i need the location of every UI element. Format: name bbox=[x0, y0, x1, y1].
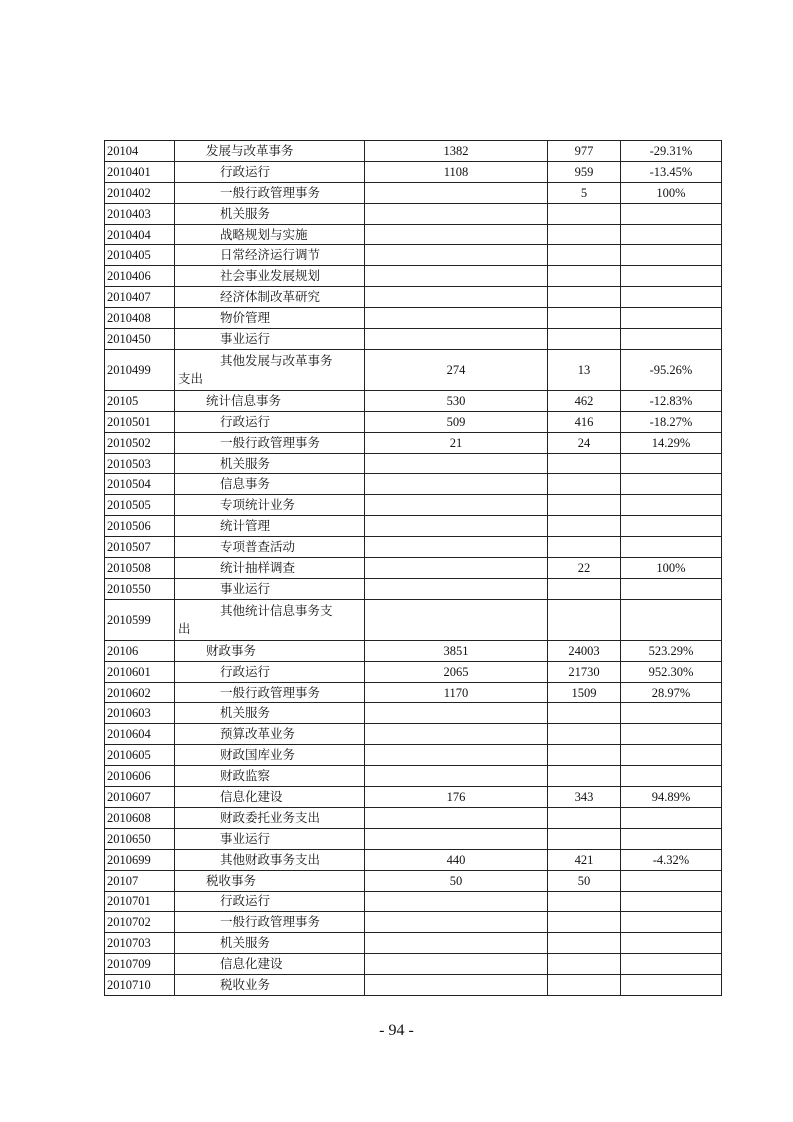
prior-year-amount-cell bbox=[365, 266, 548, 287]
item-name-cell bbox=[175, 640, 365, 661]
prior-year-amount-cell: 1382 bbox=[365, 141, 548, 162]
table-row bbox=[105, 182, 722, 203]
item-name-cell bbox=[175, 349, 365, 390]
change-rate-cell bbox=[621, 745, 722, 766]
prior-year-amount-cell: 50 bbox=[365, 870, 548, 891]
change-rate-cell bbox=[621, 599, 722, 640]
current-year-amount-cell bbox=[548, 453, 621, 474]
current-year-amount-cell: 1509 bbox=[548, 682, 621, 703]
table-row bbox=[105, 807, 722, 828]
change-rate-cell bbox=[621, 308, 722, 329]
current-year-amount-cell bbox=[548, 474, 621, 495]
change-rate-cell bbox=[621, 703, 722, 724]
item-name: 发展与改革事务 bbox=[206, 142, 294, 158]
prior-year-amount-cell: 3851 bbox=[365, 640, 548, 661]
table-row bbox=[105, 516, 722, 537]
change-rate-cell: 28.97% bbox=[621, 682, 722, 703]
change-rate-cell bbox=[621, 287, 722, 308]
item-name-cell bbox=[175, 245, 365, 266]
prior-year-amount-cell bbox=[365, 516, 548, 537]
item-name-cell bbox=[175, 766, 365, 787]
item-name: 一般行政管理事务 bbox=[220, 184, 321, 200]
item-name-cell bbox=[175, 599, 365, 640]
current-year-amount-cell bbox=[548, 891, 621, 912]
item-name-cell bbox=[175, 807, 365, 828]
item-name-cell bbox=[175, 453, 365, 474]
current-year-amount-cell: 416 bbox=[548, 411, 621, 432]
item-code-cell: 2010506 bbox=[105, 516, 175, 537]
current-year-amount-cell bbox=[548, 745, 621, 766]
item-name: 统计抽样调查 bbox=[220, 559, 296, 575]
item-name-cell bbox=[175, 411, 365, 432]
item-name-line-2: 出 bbox=[178, 620, 191, 636]
item-name: 统计管理 bbox=[220, 518, 271, 534]
change-rate-cell: -13.45% bbox=[621, 161, 722, 182]
prior-year-amount-cell bbox=[365, 537, 548, 558]
change-rate-cell bbox=[621, 870, 722, 891]
table-row bbox=[105, 682, 722, 703]
item-name-line-2: 支出 bbox=[178, 370, 204, 386]
current-year-amount-cell: 421 bbox=[548, 849, 621, 870]
item-name: 行政运行 bbox=[220, 663, 271, 679]
change-rate-cell bbox=[621, 912, 722, 933]
item-name-cell bbox=[175, 287, 365, 308]
item-code-cell: 20105 bbox=[105, 390, 175, 411]
change-rate-cell bbox=[621, 537, 722, 558]
prior-year-amount-cell bbox=[365, 453, 548, 474]
item-code-cell: 2010701 bbox=[105, 891, 175, 912]
item-name-cell bbox=[175, 870, 365, 891]
change-rate-cell bbox=[621, 975, 722, 996]
item-code-cell: 2010599 bbox=[105, 599, 175, 640]
item-code-cell: 2010601 bbox=[105, 661, 175, 682]
table-row bbox=[105, 245, 722, 266]
item-code-cell: 20107 bbox=[105, 870, 175, 891]
current-year-amount-cell: 977 bbox=[548, 141, 621, 162]
item-name: 战略规划与实施 bbox=[220, 226, 308, 242]
table-row bbox=[105, 828, 722, 849]
change-rate-cell bbox=[621, 266, 722, 287]
table-row bbox=[105, 787, 722, 808]
current-year-amount-cell: 24003 bbox=[548, 640, 621, 661]
item-code-cell: 2010505 bbox=[105, 495, 175, 516]
item-name-cell bbox=[175, 474, 365, 495]
item-name: 信息化建设 bbox=[220, 788, 283, 804]
current-year-amount-cell bbox=[548, 933, 621, 954]
change-rate-cell bbox=[621, 891, 722, 912]
table-row bbox=[105, 766, 722, 787]
item-name: 机关服务 bbox=[220, 455, 271, 471]
change-rate-cell bbox=[621, 933, 722, 954]
table-row bbox=[105, 661, 722, 682]
current-year-amount-cell bbox=[548, 766, 621, 787]
item-code-cell: 2010402 bbox=[105, 182, 175, 203]
current-year-amount-cell bbox=[548, 203, 621, 224]
change-rate-cell bbox=[621, 329, 722, 350]
item-name-cell bbox=[175, 329, 365, 350]
item-name: 一般行政管理事务 bbox=[220, 914, 321, 930]
item-name-cell bbox=[175, 495, 365, 516]
current-year-amount-cell: 959 bbox=[548, 161, 621, 182]
change-rate-cell: 14.29% bbox=[621, 432, 722, 453]
item-code-cell: 2010403 bbox=[105, 203, 175, 224]
item-name: 专项普查活动 bbox=[220, 539, 296, 555]
current-year-amount-cell bbox=[548, 599, 621, 640]
prior-year-amount-cell bbox=[365, 933, 548, 954]
change-rate-cell bbox=[621, 724, 722, 745]
prior-year-amount-cell bbox=[365, 766, 548, 787]
item-name: 税收业务 bbox=[220, 977, 271, 992]
item-name-cell bbox=[175, 537, 365, 558]
change-rate-cell: 523.29% bbox=[621, 640, 722, 661]
item-code-cell: 2010550 bbox=[105, 578, 175, 599]
table-row bbox=[105, 578, 722, 599]
change-rate-cell: -29.31% bbox=[621, 141, 722, 162]
change-rate-cell: 94.89% bbox=[621, 787, 722, 808]
item-code-cell: 2010405 bbox=[105, 245, 175, 266]
change-rate-cell bbox=[621, 807, 722, 828]
prior-year-amount-cell: 530 bbox=[365, 390, 548, 411]
table-row bbox=[105, 390, 722, 411]
item-name: 财政事务 bbox=[206, 642, 257, 658]
table-row bbox=[105, 640, 722, 661]
table-row bbox=[105, 141, 722, 162]
item-code-cell: 2010710 bbox=[105, 975, 175, 996]
item-code-cell: 2010501 bbox=[105, 411, 175, 432]
item-name: 其他财政事务支出 bbox=[220, 851, 321, 867]
item-name-cell bbox=[175, 432, 365, 453]
change-rate-cell bbox=[621, 245, 722, 266]
table-row bbox=[105, 537, 722, 558]
current-year-amount-cell bbox=[548, 912, 621, 933]
table-row bbox=[105, 432, 722, 453]
current-year-amount-cell bbox=[548, 287, 621, 308]
table-row bbox=[105, 912, 722, 933]
item-name: 税收事务 bbox=[206, 872, 257, 888]
change-rate-cell bbox=[621, 766, 722, 787]
change-rate-cell bbox=[621, 453, 722, 474]
prior-year-amount-cell: 274 bbox=[365, 349, 548, 390]
item-name-cell bbox=[175, 787, 365, 808]
change-rate-cell bbox=[621, 474, 722, 495]
item-name: 日常经济运行调节 bbox=[220, 247, 321, 263]
item-name: 信息化建设 bbox=[220, 956, 283, 972]
item-code-cell: 2010406 bbox=[105, 266, 175, 287]
item-name-cell bbox=[175, 390, 365, 411]
table-row bbox=[105, 349, 722, 390]
change-rate-cell bbox=[621, 224, 722, 245]
current-year-amount-cell: 462 bbox=[548, 390, 621, 411]
change-rate-cell bbox=[621, 203, 722, 224]
item-name: 事业运行 bbox=[220, 830, 271, 846]
prior-year-amount-cell bbox=[365, 287, 548, 308]
table-row bbox=[105, 495, 722, 516]
item-code-cell: 20106 bbox=[105, 640, 175, 661]
item-name-cell bbox=[175, 203, 365, 224]
item-name: 预算改革业务 bbox=[220, 726, 296, 742]
item-name-cell bbox=[175, 266, 365, 287]
item-name-cell bbox=[175, 828, 365, 849]
prior-year-amount-cell bbox=[365, 558, 548, 579]
table-row bbox=[105, 599, 722, 640]
prior-year-amount-cell bbox=[365, 954, 548, 975]
prior-year-amount-cell bbox=[365, 703, 548, 724]
prior-year-amount-cell: 176 bbox=[365, 787, 548, 808]
table-row bbox=[105, 849, 722, 870]
table-row bbox=[105, 870, 722, 891]
prior-year-amount-cell bbox=[365, 975, 548, 996]
prior-year-amount-cell bbox=[365, 474, 548, 495]
item-code-cell: 2010605 bbox=[105, 745, 175, 766]
table-row bbox=[105, 703, 722, 724]
prior-year-amount-cell: 2065 bbox=[365, 661, 548, 682]
item-name: 专项统计业务 bbox=[220, 497, 296, 513]
change-rate-cell: 952.30% bbox=[621, 661, 722, 682]
current-year-amount-cell: 21730 bbox=[548, 661, 621, 682]
change-rate-cell bbox=[621, 954, 722, 975]
prior-year-amount-cell: 21 bbox=[365, 432, 548, 453]
item-code-cell: 2010401 bbox=[105, 161, 175, 182]
current-year-amount-cell: 22 bbox=[548, 558, 621, 579]
prior-year-amount-cell bbox=[365, 912, 548, 933]
table-row bbox=[105, 411, 722, 432]
prior-year-amount-cell: 1108 bbox=[365, 161, 548, 182]
item-code-cell: 2010508 bbox=[105, 558, 175, 579]
current-year-amount-cell: 343 bbox=[548, 787, 621, 808]
item-name-cell bbox=[175, 745, 365, 766]
table-row bbox=[105, 745, 722, 766]
item-code-cell: 2010602 bbox=[105, 682, 175, 703]
current-year-amount-cell bbox=[548, 807, 621, 828]
budget-table bbox=[104, 140, 722, 996]
current-year-amount-cell bbox=[548, 495, 621, 516]
item-code-cell: 2010603 bbox=[105, 703, 175, 724]
item-name-cell bbox=[175, 724, 365, 745]
item-code-cell: 2010408 bbox=[105, 308, 175, 329]
item-name-cell bbox=[175, 682, 365, 703]
item-code-cell: 2010604 bbox=[105, 724, 175, 745]
change-rate-cell: 100% bbox=[621, 182, 722, 203]
current-year-amount-cell bbox=[548, 516, 621, 537]
item-name-cell bbox=[175, 703, 365, 724]
item-name-cell bbox=[175, 954, 365, 975]
item-name-cell bbox=[175, 933, 365, 954]
prior-year-amount-cell bbox=[365, 599, 548, 640]
item-name-cell bbox=[175, 141, 365, 162]
prior-year-amount-cell bbox=[365, 578, 548, 599]
item-code-cell: 2010606 bbox=[105, 766, 175, 787]
current-year-amount-cell: 24 bbox=[548, 432, 621, 453]
item-name: 信息事务 bbox=[220, 476, 271, 492]
current-year-amount-cell bbox=[548, 724, 621, 745]
change-rate-cell: -18.27% bbox=[621, 411, 722, 432]
prior-year-amount-cell: 1170 bbox=[365, 682, 548, 703]
item-name-cell bbox=[175, 182, 365, 203]
current-year-amount-cell bbox=[548, 703, 621, 724]
item-code-cell: 2010450 bbox=[105, 329, 175, 350]
prior-year-amount-cell bbox=[365, 329, 548, 350]
item-name-cell bbox=[175, 558, 365, 579]
item-code-cell: 2010709 bbox=[105, 954, 175, 975]
item-name-cell bbox=[175, 849, 365, 870]
change-rate-cell bbox=[621, 578, 722, 599]
change-rate-cell: -4.32% bbox=[621, 849, 722, 870]
item-name: 社会事业发展规划 bbox=[220, 268, 321, 284]
current-year-amount-cell bbox=[548, 828, 621, 849]
item-name-cell bbox=[175, 308, 365, 329]
item-code-cell: 2010703 bbox=[105, 933, 175, 954]
current-year-amount-cell bbox=[548, 537, 621, 558]
item-name-cell bbox=[175, 912, 365, 933]
item-name: 经济体制改革研究 bbox=[220, 289, 321, 305]
table-row bbox=[105, 266, 722, 287]
item-code-cell: 2010502 bbox=[105, 432, 175, 453]
table-row bbox=[105, 161, 722, 182]
item-name-cell bbox=[175, 975, 365, 996]
current-year-amount-cell: 50 bbox=[548, 870, 621, 891]
item-code-cell: 2010608 bbox=[105, 807, 175, 828]
prior-year-amount-cell bbox=[365, 828, 548, 849]
item-name: 机关服务 bbox=[220, 705, 271, 721]
item-name: 财政委托业务支出 bbox=[220, 809, 321, 825]
item-code-cell: 2010504 bbox=[105, 474, 175, 495]
item-name-cell bbox=[175, 661, 365, 682]
table-row bbox=[105, 724, 722, 745]
item-name-cell bbox=[175, 224, 365, 245]
item-name: 财政监察 bbox=[220, 768, 271, 784]
table-row bbox=[105, 933, 722, 954]
item-name: 统计信息事务 bbox=[206, 392, 282, 408]
current-year-amount-cell bbox=[548, 975, 621, 996]
item-code-cell: 2010407 bbox=[105, 287, 175, 308]
budget-table-body bbox=[105, 141, 722, 996]
prior-year-amount-cell bbox=[365, 745, 548, 766]
item-name: 行政运行 bbox=[220, 163, 271, 179]
current-year-amount-cell bbox=[548, 329, 621, 350]
item-name: 事业运行 bbox=[220, 330, 271, 346]
current-year-amount-cell bbox=[548, 224, 621, 245]
item-name: 行政运行 bbox=[220, 413, 271, 429]
current-year-amount-cell bbox=[548, 266, 621, 287]
current-year-amount-cell: 5 bbox=[548, 182, 621, 203]
item-name-cell bbox=[175, 161, 365, 182]
table-row bbox=[105, 558, 722, 579]
change-rate-cell bbox=[621, 828, 722, 849]
table-row bbox=[105, 287, 722, 308]
current-year-amount-cell bbox=[548, 954, 621, 975]
item-name: 一般行政管理事务 bbox=[220, 684, 321, 700]
item-code-cell: 2010499 bbox=[105, 349, 175, 390]
item-code-cell: 2010607 bbox=[105, 787, 175, 808]
item-name: 事业运行 bbox=[220, 580, 271, 596]
table-row bbox=[105, 975, 722, 996]
table-row bbox=[105, 891, 722, 912]
table-row bbox=[105, 954, 722, 975]
item-code-cell: 2010650 bbox=[105, 828, 175, 849]
current-year-amount-cell bbox=[548, 578, 621, 599]
prior-year-amount-cell: 440 bbox=[365, 849, 548, 870]
prior-year-amount-cell bbox=[365, 724, 548, 745]
item-name: 物价管理 bbox=[220, 310, 271, 326]
table-row bbox=[105, 474, 722, 495]
current-year-amount-cell bbox=[548, 308, 621, 329]
table-row bbox=[105, 308, 722, 329]
item-name-cell bbox=[175, 891, 365, 912]
change-rate-cell: 100% bbox=[621, 558, 722, 579]
item-code-cell: 2010699 bbox=[105, 849, 175, 870]
prior-year-amount-cell: 509 bbox=[365, 411, 548, 432]
item-name-line-1: 其他发展与改革事务 bbox=[220, 352, 333, 368]
item-code-cell: 2010404 bbox=[105, 224, 175, 245]
item-name: 机关服务 bbox=[220, 935, 271, 951]
prior-year-amount-cell bbox=[365, 495, 548, 516]
change-rate-cell bbox=[621, 516, 722, 537]
table-row bbox=[105, 203, 722, 224]
item-name: 财政国库业务 bbox=[220, 747, 296, 763]
table-row bbox=[105, 224, 722, 245]
item-name: 机关服务 bbox=[220, 205, 271, 221]
item-name-cell bbox=[175, 516, 365, 537]
change-rate-cell bbox=[621, 495, 722, 516]
current-year-amount-cell bbox=[548, 245, 621, 266]
prior-year-amount-cell bbox=[365, 245, 548, 266]
item-name: 一般行政管理事务 bbox=[220, 434, 321, 450]
table-row bbox=[105, 453, 722, 474]
page-number: - 94 - bbox=[379, 1022, 414, 1039]
table-row bbox=[105, 329, 722, 350]
change-rate-cell: -95.26% bbox=[621, 349, 722, 390]
item-name-cell bbox=[175, 578, 365, 599]
prior-year-amount-cell bbox=[365, 891, 548, 912]
change-rate-cell: -12.83% bbox=[621, 390, 722, 411]
item-name: 行政运行 bbox=[220, 893, 271, 909]
prior-year-amount-cell bbox=[365, 182, 548, 203]
current-year-amount-cell: 13 bbox=[548, 349, 621, 390]
item-code-cell: 2010503 bbox=[105, 453, 175, 474]
prior-year-amount-cell bbox=[365, 203, 548, 224]
prior-year-amount-cell bbox=[365, 308, 548, 329]
item-code-cell: 2010702 bbox=[105, 912, 175, 933]
prior-year-amount-cell bbox=[365, 807, 548, 828]
item-code-cell: 20104 bbox=[105, 141, 175, 162]
item-code-cell: 2010507 bbox=[105, 537, 175, 558]
item-name-line-1: 其他统计信息事务支 bbox=[220, 602, 333, 618]
prior-year-amount-cell bbox=[365, 224, 548, 245]
